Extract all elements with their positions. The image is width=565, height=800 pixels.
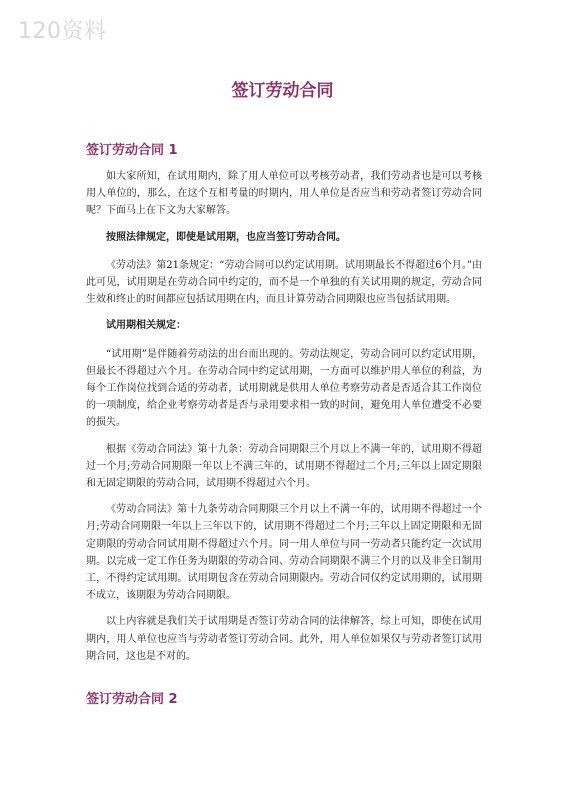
paragraph-probation-origin: “试用期”是伴随着劳动法的出台而出现的。劳动法规定，劳动合同可以约定试用期，但最长不得超过六个月。在劳动合同中约定试用期，一方面可以维护用人单位的利益，为每个工作岗位找到合适的劳动者，试用期就是供用人单位考察劳动者是否适合其工作岗位的一项制度，给企业考察劳动者是否与录用要求相一致的时间，避免用人单位遭受不必要的损失。 [86,348,482,429]
document-title: 签订劳动合同 [231,81,334,101]
paragraph-bold-statement: 按照法律规定，即使是试用期，也应当签订劳动合同。 [106,231,346,243]
watermark-logo: 120资料 [18,19,107,44]
section-heading-1: 签订劳动合同 1 [86,143,178,158]
paragraph-article-19-detail: 《劳动合同法》第十九条劳动合同期限三个月以上不满一年的，试用期不得超过一个月;劳动合同期限一年以上三年以下的，试用期不得超过二个月;三年以上固定期限和无固定期限的劳动合同试用期不得超过六个月。同一用人单位与同一劳动者只能约定一次试用期。以完成一定工作任务为期限的劳动合同、劳动合同期限不满三个月的以及非全日制用工，不得约定试用期。试用期包含在劳动合同期限内。劳动合同仅约定试用期的，试用期不成立，该期限为劳动合同期限。 [86,504,482,602]
paragraph-subheading-probation: 试用期相关规定： [106,320,186,332]
paragraph-article-19: 根据《劳动合同法》第十九条：劳动合同期限三个月以上不满一年的，试用期不得超过一个月;劳动合同期限一年以上不满三年的，试用期不得超过二个月;三年以上固定期限和无固定期限的劳动合同，试用期不得超过六个月。 [86,443,482,490]
paragraph-labor-law-21: 《劳动法》第21条规定：“劳动合同可以约定试用期。试用期最长不得超过6个月。”由此可见，试用期是在劳动合同中约定的，而不是一个单独的有关试用期的规定，劳动合同生效和终止的时间都应包括试用期在内，而且计算劳动合同期限也应当包括试用期。 [86,259,482,306]
section-heading-2: 签订劳动合同 2 [86,692,178,707]
paragraph-conclusion: 以上内容就是我们关于试用期是否签订劳动合同的法律解答，综上可知，即使在试用期内，用人单位也应当与劳动者签订劳动合同。此外，用人单位如果仅与劳动者签订试用期合同，这也是不对的。 [86,616,482,662]
section-1-body [86,168,482,674]
paragraph-intro: 如大家所知，在试用期内，除了用人单位可以考核劳动者，我们劳动者也是可以考核用人单位的，那么，在这个互相考量的时期内，用人单位是否应当和劳动者签订劳动合同呢？下面马上在下文为大家解答。 [86,171,482,217]
